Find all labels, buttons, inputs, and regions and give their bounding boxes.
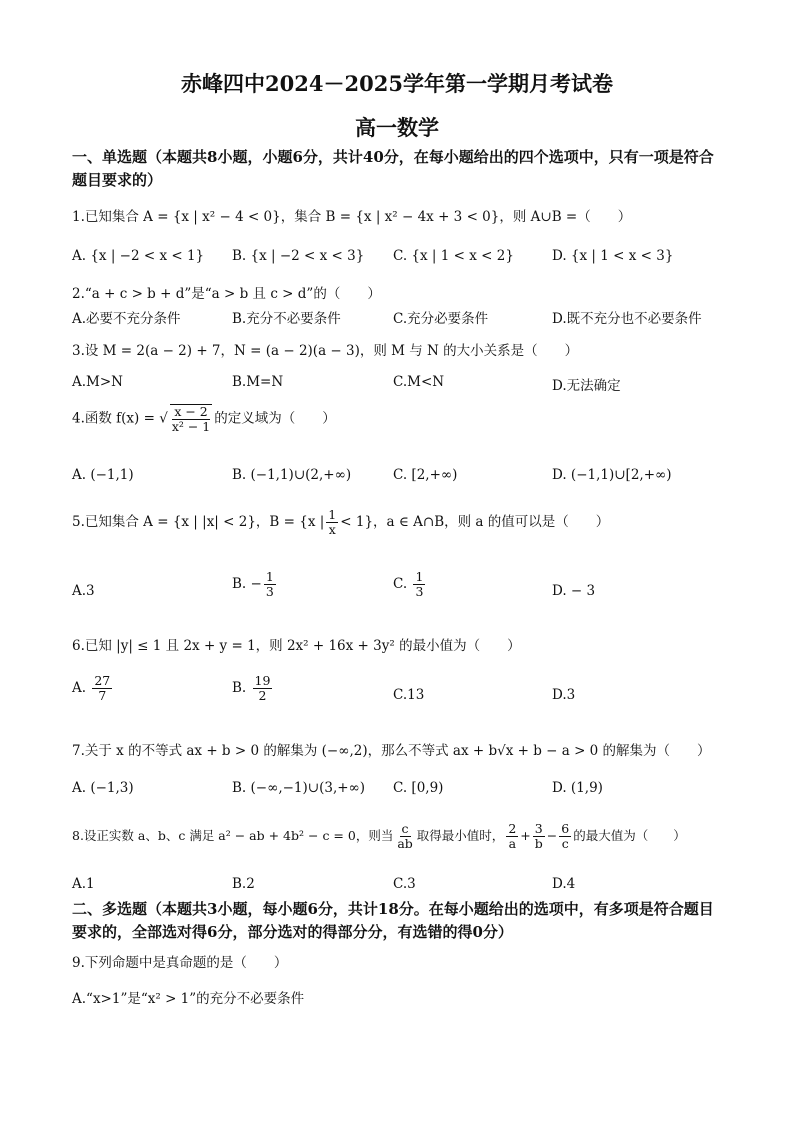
question-5-option-b (232, 570, 278, 599)
question-8-stem-suffix: 的最大值为（ ） (573, 828, 686, 843)
question-2-stem: 2.“a + c > b + d”是“a > b 且 c > d”的（ ） (72, 286, 381, 302)
option-fraction (253, 674, 273, 703)
exam-title: 赤峰四中2024－2025学年第一学期月考试卷 (181, 71, 613, 96)
question-8-option-d: D.4 (552, 876, 576, 892)
question-6-option-a (72, 674, 114, 703)
question-1-stem: 1.已知集合 A = {x | x² − 4 < 0}，集合 B = {x | x² − 4x + 3 < 0}，则 A∪B =（ ） (72, 209, 632, 225)
question-8-option-a: A.1 (72, 876, 95, 892)
fraction-denominator: x (328, 522, 336, 537)
section-single-choice-heading: 一、单选题（本题共8小题，小题6分，共计40分，在每小题给出的四个选项中，只有一项是符合题目要求的） (72, 148, 714, 189)
question-6-option-c: C.13 (393, 687, 425, 703)
question-1-option-d: D. {x | 1 < x < 3} (552, 248, 674, 264)
question-7-option-d: D. (1,9) (552, 780, 603, 796)
question-2-option-b: B.充分不必要条件 (232, 311, 341, 327)
question-4-stem-prefix: 4.函数 f(x) = √ (72, 410, 168, 427)
fraction-numerator: 27 (94, 673, 111, 688)
question-4-option-b: B. (−1,1)∪(2,+∞) (232, 467, 352, 483)
question-4-option-c: C. [2,+∞) (393, 467, 458, 483)
question-1-option-c: C. {x | 1 < x < 2} (393, 248, 514, 264)
question-5-stem-suffix: < 1}，a ∈ A∩B，则 a 的值可以是（ ） (340, 514, 610, 530)
fraction-numerator: 3 (534, 821, 543, 836)
option-fraction (92, 674, 112, 703)
fraction-denominator: 3 (415, 584, 424, 599)
question-4-stem (72, 404, 336, 434)
question-8-stem-prefix: 8.设正实数 a、b、c 满足 a² − ab + 4b² − c = 0，则当 (72, 828, 394, 843)
question-7-option-b: B. (−∞,−1)∪(3,+∞) (232, 780, 366, 796)
question-3-stem: 3.设 M = 2(a − 2) + 7，N = (a − 2)(a − 3)，则 M 与 N 的大小关系是（ ） (72, 343, 579, 359)
fraction-numerator: 2 (508, 821, 517, 836)
question-9-stem: 9.下列命题中是真命题的是（ ） (72, 955, 288, 971)
question-6-option-b (232, 674, 274, 703)
fraction-numerator: 1 (415, 569, 424, 584)
option-fraction (264, 570, 276, 599)
question-8-fraction (395, 822, 414, 851)
question-8-stem: 8.设正实数 a、b、c 满足 a² − ab + 4b² − c = 0，则当 $\frac{c}{ab}$ 取得最小值时， $\frac{2}{a}$ + $\frac{3}{b}$ − $\frac{6}{c}$ 的最大值为（ ） (72, 821, 686, 851)
question-1-option-b: B. {x | −2 < x < 3} (232, 248, 365, 264)
question-8-expr-fraction (533, 822, 545, 851)
question-8-option-b: B.2 (232, 876, 255, 892)
fraction-denominator: 3 (265, 584, 274, 599)
question-1-option-a: A. {x | −2 < x < 1} (72, 248, 205, 264)
question-8-stem-mid: 取得最小值时， (416, 828, 505, 843)
question-6-stem: 6.已知 |y| ≤ 1 且 2x + y = 1，则 2x² + 16x + 3y² 的最小值为（ ） (72, 638, 521, 654)
option-label: A. (72, 680, 91, 696)
fraction-denominator: ab (397, 836, 413, 851)
fraction-denominator: 7 (98, 688, 107, 703)
option-label: C. (393, 576, 412, 592)
question-4-fraction (170, 404, 212, 434)
question-8-option-c: C.3 (393, 876, 416, 892)
fraction-denominator: 2 (258, 688, 267, 703)
option-fraction (413, 570, 425, 599)
question-3-option-c: C.M<N (393, 374, 445, 390)
fraction-denominator: x² − 1 (171, 419, 211, 434)
question-6-option-d: D.3 (552, 687, 576, 703)
question-8-expr-fraction (506, 822, 518, 851)
fraction-numerator: 19 (254, 673, 271, 688)
option-label: B. − (232, 576, 262, 592)
fraction-denominator: c (561, 836, 569, 851)
question-7-option-c: C. [0,9) (393, 780, 444, 796)
fraction-numerator: c (401, 821, 409, 836)
fraction-numerator: 1 (328, 507, 337, 522)
question-3-option-a: A.M>N (72, 374, 123, 390)
question-5-stem (72, 508, 609, 537)
question-2-option-a: A.必要不充分条件 (72, 311, 181, 327)
section-multiple-choice-heading: 二、多选题（本题共3小题，每小题6分，共计18分。在每小题给出的选项中，有多项是符合题目要求的，全部选对得6分，部分选对的得部分分，有选错的得0分） (72, 900, 714, 941)
question-8-expr-fraction (559, 822, 571, 851)
fraction-numerator: 1 (265, 569, 274, 584)
fraction-denominator: b (534, 836, 543, 851)
question-5-option-a: A.3 (72, 583, 95, 599)
exam-subtitle: 高一数学 (355, 115, 439, 140)
question-5-stem-prefix: 5.已知集合 A = {x | |x| < 2}，B = {x | (72, 514, 325, 530)
question-7-stem: 7.关于 x 的不等式 ax + b > 0 的解集为 (−∞,2)，那么不等式 ax + b√x + b − a > 0 的解集为（ ） (72, 743, 711, 759)
question-2-option-c: C.充分必要条件 (393, 311, 489, 327)
question-5-option-c (393, 570, 427, 599)
question-3-option-b: B.M=N (232, 374, 284, 390)
question-4-option-d: D. (−1,1)∪[2,+∞) (552, 467, 672, 483)
question-9-option-a: A.“x>1”是“x² > 1”的充分不必要条件 (72, 991, 305, 1007)
fraction-numerator: 6 (561, 821, 570, 836)
question-4-option-a: A. (−1,1) (72, 467, 134, 483)
question-4-stem-suffix: 的定义域为（ ） (214, 410, 336, 427)
question-3-option-d: D.无法确定 (552, 378, 621, 394)
question-5-option-d: D. − 3 (552, 583, 596, 599)
question-7-option-a: A. (−1,3) (72, 780, 134, 796)
fraction-numerator: x − 2 (174, 404, 208, 419)
option-label: B. (232, 680, 251, 696)
question-5-fraction (326, 508, 338, 537)
question-2-option-d: D.既不充分也不必要条件 (552, 311, 702, 327)
fraction-denominator: a (508, 836, 517, 851)
